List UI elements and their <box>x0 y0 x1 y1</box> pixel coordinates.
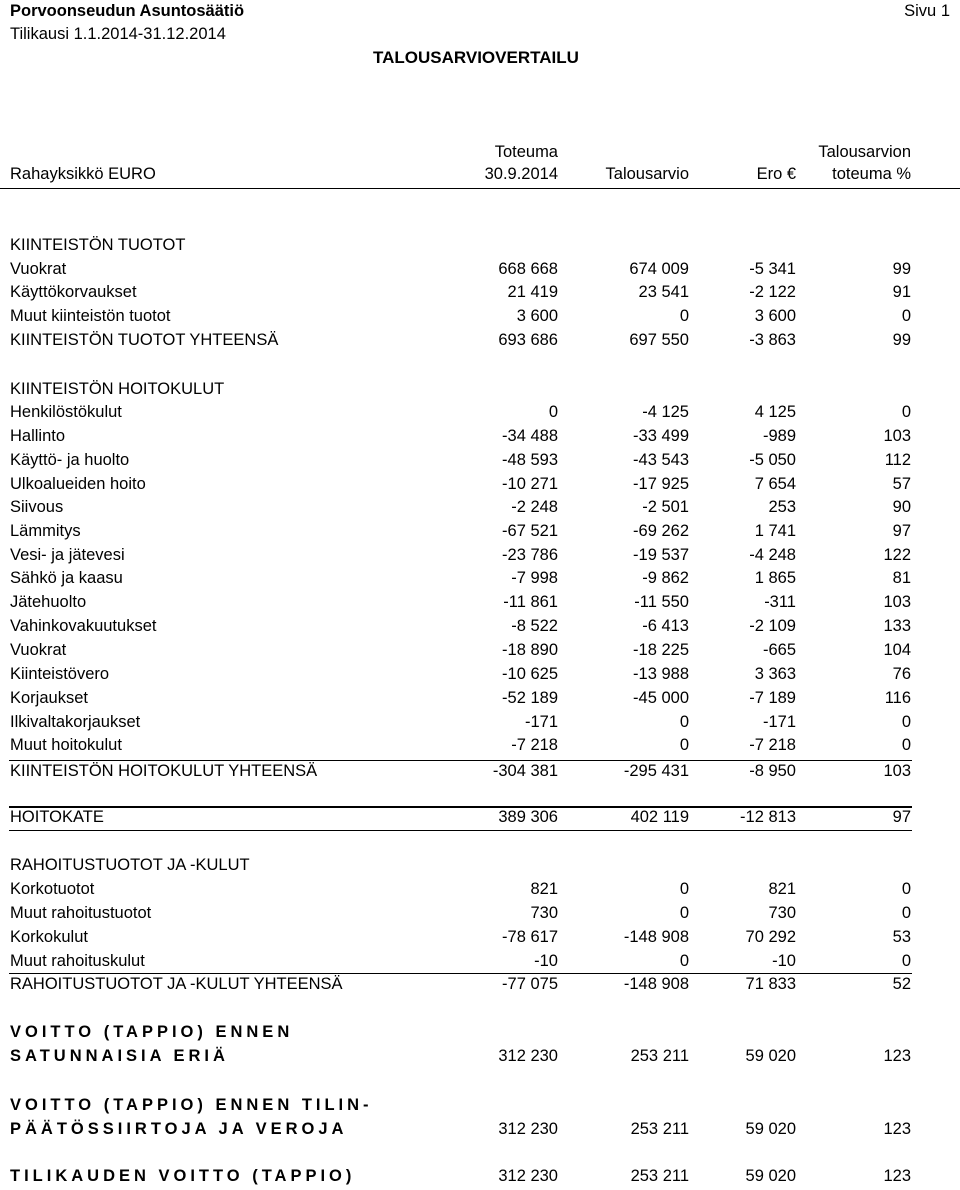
actual-value: 3 600 <box>516 307 558 325</box>
diff-value: -5 341 <box>749 260 796 278</box>
diff-value: 253 <box>768 498 796 516</box>
budget-value: 23 541 <box>638 283 689 301</box>
row-label: Käyttökorvaukset <box>10 283 137 301</box>
table-row <box>0 1120 960 1142</box>
row-label: Lämmitys <box>10 522 81 540</box>
pct-value: 0 <box>901 952 911 970</box>
row-label: KIINTEISTÖN TUOTOT YHTEENSÄ <box>10 331 279 349</box>
diff-value: 4 125 <box>754 403 796 421</box>
budget-value: 0 <box>679 307 689 325</box>
rule-hoitokate-top <box>9 806 912 808</box>
table-row <box>0 569 960 591</box>
table-row <box>0 762 960 784</box>
table-row <box>0 380 960 402</box>
budget-value: -17 925 <box>633 475 689 493</box>
company-name: Porvoonseudun Asuntosäätiö <box>10 2 245 20</box>
budget-value: 0 <box>679 713 689 731</box>
budget-value: 0 <box>679 736 689 754</box>
pct-header-1: Talousarvion <box>818 143 911 161</box>
diff-value: -2 109 <box>749 617 796 635</box>
table-row <box>0 427 960 449</box>
actual-value: -10 <box>534 952 558 970</box>
diff-value: -7 218 <box>749 736 796 754</box>
budget-value: 0 <box>679 880 689 898</box>
actual-value: -171 <box>524 713 558 731</box>
pct-value: 112 <box>884 451 911 469</box>
actual-value: -23 786 <box>502 546 558 564</box>
actual-value: -78 617 <box>502 928 558 946</box>
diff-value: -665 <box>762 641 796 659</box>
row-label: RAHOITUSTUOTOT JA -KULUT <box>10 856 250 874</box>
table-row <box>0 689 960 711</box>
row-label: Muut rahoitustuotot <box>10 904 152 922</box>
table-row <box>0 856 960 878</box>
actual-value: 668 668 <box>498 260 558 278</box>
row-label: VOITTO (TAPPIO) ENNEN TILIN- <box>10 1096 373 1114</box>
row-label: Korkokulut <box>10 928 88 946</box>
diff-value: 70 292 <box>745 928 796 946</box>
actual-value: -77 075 <box>502 975 558 993</box>
actual-value: -7 218 <box>511 736 558 754</box>
actual-value: -7 998 <box>511 569 558 587</box>
table-row <box>0 928 960 950</box>
page-number: Sivu 1 <box>904 2 950 20</box>
budget-value: 674 009 <box>629 260 689 278</box>
row-label: KIINTEISTÖN HOITOKULUT <box>10 380 225 398</box>
diff-value: 1 741 <box>754 522 796 540</box>
actual-value: 21 419 <box>507 283 558 301</box>
row-label: KIINTEISTÖN TUOTOT <box>10 236 186 254</box>
budget-value: -148 908 <box>623 928 689 946</box>
actual-value: 312 230 <box>498 1167 558 1185</box>
pct-value: 53 <box>892 928 911 946</box>
pct-value: 97 <box>892 522 911 540</box>
rule-hoitokate-bottom <box>9 830 912 831</box>
row-label: Ulkoalueiden hoito <box>10 475 146 493</box>
diff-value: -4 248 <box>749 546 796 564</box>
table-row <box>0 236 960 258</box>
diff-value: 821 <box>768 880 796 898</box>
actual-value: -48 593 <box>502 451 558 469</box>
actual-value: 730 <box>530 904 558 922</box>
table-row <box>0 641 960 663</box>
budget-value: -45 000 <box>633 689 689 707</box>
table-row <box>0 451 960 473</box>
table-row <box>0 307 960 329</box>
diff-value: 59 020 <box>745 1047 796 1065</box>
row-label: TILIKAUDEN VOITTO (TAPPIO) <box>10 1167 356 1185</box>
row-label: Sähkö ja kaasu <box>10 569 123 587</box>
table-row <box>0 403 960 425</box>
row-label: SATUNNAISIA ERIÄ <box>10 1047 229 1065</box>
diff-value: 1 865 <box>754 569 796 587</box>
pct-value: 91 <box>892 283 911 301</box>
actual-value: 312 230 <box>498 1047 558 1065</box>
budget-value: 253 211 <box>630 1167 689 1185</box>
budget-value: 253 211 <box>630 1120 689 1138</box>
table-row <box>0 260 960 282</box>
rule-rahoitus-total <box>9 973 912 974</box>
pct-value: 122 <box>883 546 911 564</box>
diff-value: 59 020 <box>745 1167 796 1185</box>
row-label: Vuokrat <box>10 260 67 278</box>
pct-value: 97 <box>892 808 911 826</box>
table-row <box>0 880 960 902</box>
diff-header: Ero € <box>756 165 796 183</box>
pct-value: 0 <box>901 713 911 731</box>
diff-value: 730 <box>768 904 796 922</box>
pct-value: 103 <box>883 593 911 611</box>
budget-value: -9 862 <box>642 569 689 587</box>
budget-value: -148 908 <box>623 975 689 993</box>
pct-value: 99 <box>892 331 911 349</box>
actual-value: 821 <box>530 880 558 898</box>
table-row <box>0 1096 960 1118</box>
diff-value: -10 <box>772 952 796 970</box>
actual-value: -2 248 <box>511 498 558 516</box>
row-label: Korkotuotot <box>10 880 95 898</box>
actual-value: -10 625 <box>502 665 558 683</box>
pct-value: 0 <box>901 880 911 898</box>
table-row <box>0 475 960 497</box>
row-label: Kiinteistövero <box>10 665 110 683</box>
row-label: Muut hoitokulut <box>10 736 122 754</box>
pct-value: 103 <box>883 762 911 780</box>
row-label: Hallinto <box>10 427 66 445</box>
table-row <box>0 593 960 615</box>
budget-value: -2 501 <box>642 498 689 516</box>
table-row <box>0 736 960 758</box>
pct-value: 0 <box>901 307 911 325</box>
header-divider <box>0 188 960 189</box>
budget-value: -33 499 <box>633 427 689 445</box>
actual-value: -11 861 <box>503 593 558 611</box>
row-label: Henkilöstökulut <box>10 403 122 421</box>
row-label: RAHOITUSTUOTOT JA -KULUT YHTEENSÄ <box>10 975 343 993</box>
pct-value: 81 <box>892 569 911 587</box>
actual-value: 693 686 <box>498 331 558 349</box>
pct-value: 90 <box>892 498 911 516</box>
pct-value: 76 <box>892 665 911 683</box>
pct-value: 103 <box>883 427 911 445</box>
diff-value: -2 122 <box>749 283 796 301</box>
unit-label: Rahayksikkö EURO <box>10 165 156 183</box>
pct-value: 57 <box>892 475 911 493</box>
budget-value: 253 211 <box>630 1047 689 1065</box>
row-label: Vesi- ja jätevesi <box>10 546 125 564</box>
diff-value: -5 050 <box>749 451 796 469</box>
pct-value: 0 <box>901 403 911 421</box>
row-label: Siivous <box>10 498 64 516</box>
budget-value: -18 225 <box>633 641 689 659</box>
table-row <box>0 665 960 687</box>
actual-value: 0 <box>548 403 558 421</box>
row-label: Vuokrat <box>10 641 67 659</box>
actual-value: 389 306 <box>498 808 558 826</box>
table-row <box>0 975 960 997</box>
actual-value: -304 381 <box>492 762 558 780</box>
pct-value: 123 <box>883 1167 911 1185</box>
rule-hoitokulut-total <box>9 760 912 761</box>
row-label: Ilkivaltakorjaukset <box>10 713 141 731</box>
budget-value: -13 988 <box>633 665 689 683</box>
actual-header-2: 30.9.2014 <box>484 165 558 183</box>
table-row <box>0 546 960 568</box>
actual-header-1: Toteuma <box>494 143 558 161</box>
table-row <box>0 808 960 830</box>
actual-value: 312 230 <box>498 1120 558 1138</box>
period: Tilikausi 1.1.2014-31.12.2014 <box>10 25 226 43</box>
row-label: VOITTO (TAPPIO) ENNEN <box>10 1023 294 1041</box>
table-row <box>0 1047 960 1069</box>
budget-value: -11 550 <box>634 593 689 611</box>
diff-value: -3 863 <box>749 331 796 349</box>
row-label: PÄÄTÖSSIIRTOJA JA VEROJA <box>10 1120 348 1138</box>
actual-value: -34 488 <box>502 427 558 445</box>
pct-value: 133 <box>883 617 911 635</box>
pct-header-2: toteuma % <box>832 165 911 183</box>
diff-value: 3 363 <box>754 665 796 683</box>
pct-value: 0 <box>901 904 911 922</box>
diff-value: -7 189 <box>749 689 796 707</box>
row-label: Vahinkovakuutukset <box>10 617 157 635</box>
table-row <box>0 1167 960 1189</box>
pct-value: 116 <box>884 689 911 707</box>
row-label: Muut rahoituskulut <box>10 952 145 970</box>
actual-value: -8 522 <box>511 617 558 635</box>
budget-value: -69 262 <box>633 522 689 540</box>
table-row <box>0 283 960 305</box>
budget-value: -295 431 <box>623 762 689 780</box>
budget-value: -6 413 <box>642 617 689 635</box>
budget-value: 402 119 <box>630 808 689 826</box>
budget-value: -43 543 <box>633 451 689 469</box>
pct-value: 123 <box>883 1120 911 1138</box>
row-label: Korjaukset <box>10 689 88 707</box>
row-label: Käyttö- ja huolto <box>10 451 130 469</box>
row-label: HOITOKATE <box>10 808 104 826</box>
diff-value: 71 833 <box>745 975 796 993</box>
pct-value: 0 <box>901 736 911 754</box>
pct-value: 99 <box>892 260 911 278</box>
report-title: TALOUSARVIOVERTAILU <box>373 48 579 67</box>
pct-value: 104 <box>883 641 911 659</box>
table-row <box>0 331 960 353</box>
diff-value: -989 <box>762 427 796 445</box>
budget-value: 697 550 <box>629 331 689 349</box>
budget-value: -4 125 <box>642 403 689 421</box>
budget-value: -19 537 <box>633 546 689 564</box>
diff-value: -8 950 <box>749 762 796 780</box>
diff-value: -12 813 <box>740 808 796 826</box>
pct-value: 52 <box>892 975 911 993</box>
diff-value: 59 020 <box>745 1120 796 1138</box>
actual-value: -18 890 <box>502 641 558 659</box>
table-row <box>0 617 960 639</box>
table-row <box>0 952 960 974</box>
table-row <box>0 498 960 520</box>
row-label: Muut kiinteistön tuotot <box>10 307 171 325</box>
budget-value: 0 <box>679 952 689 970</box>
diff-value: 7 654 <box>754 475 796 493</box>
actual-value: -67 521 <box>502 522 558 540</box>
row-label: KIINTEISTÖN HOITOKULUT YHTEENSÄ <box>10 762 318 780</box>
row-label: Jätehuolto <box>10 593 87 611</box>
table-row <box>0 522 960 544</box>
diff-value: -171 <box>762 713 796 731</box>
pct-value: 123 <box>883 1047 911 1065</box>
diff-value: -311 <box>764 593 796 611</box>
table-row <box>0 904 960 926</box>
table-row <box>0 1023 960 1045</box>
budget-header: Talousarvio <box>605 165 689 183</box>
diff-value: 3 600 <box>754 307 796 325</box>
budget-value: 0 <box>679 904 689 922</box>
actual-value: -10 271 <box>502 475 558 493</box>
table-row <box>0 713 960 735</box>
actual-value: -52 189 <box>502 689 558 707</box>
